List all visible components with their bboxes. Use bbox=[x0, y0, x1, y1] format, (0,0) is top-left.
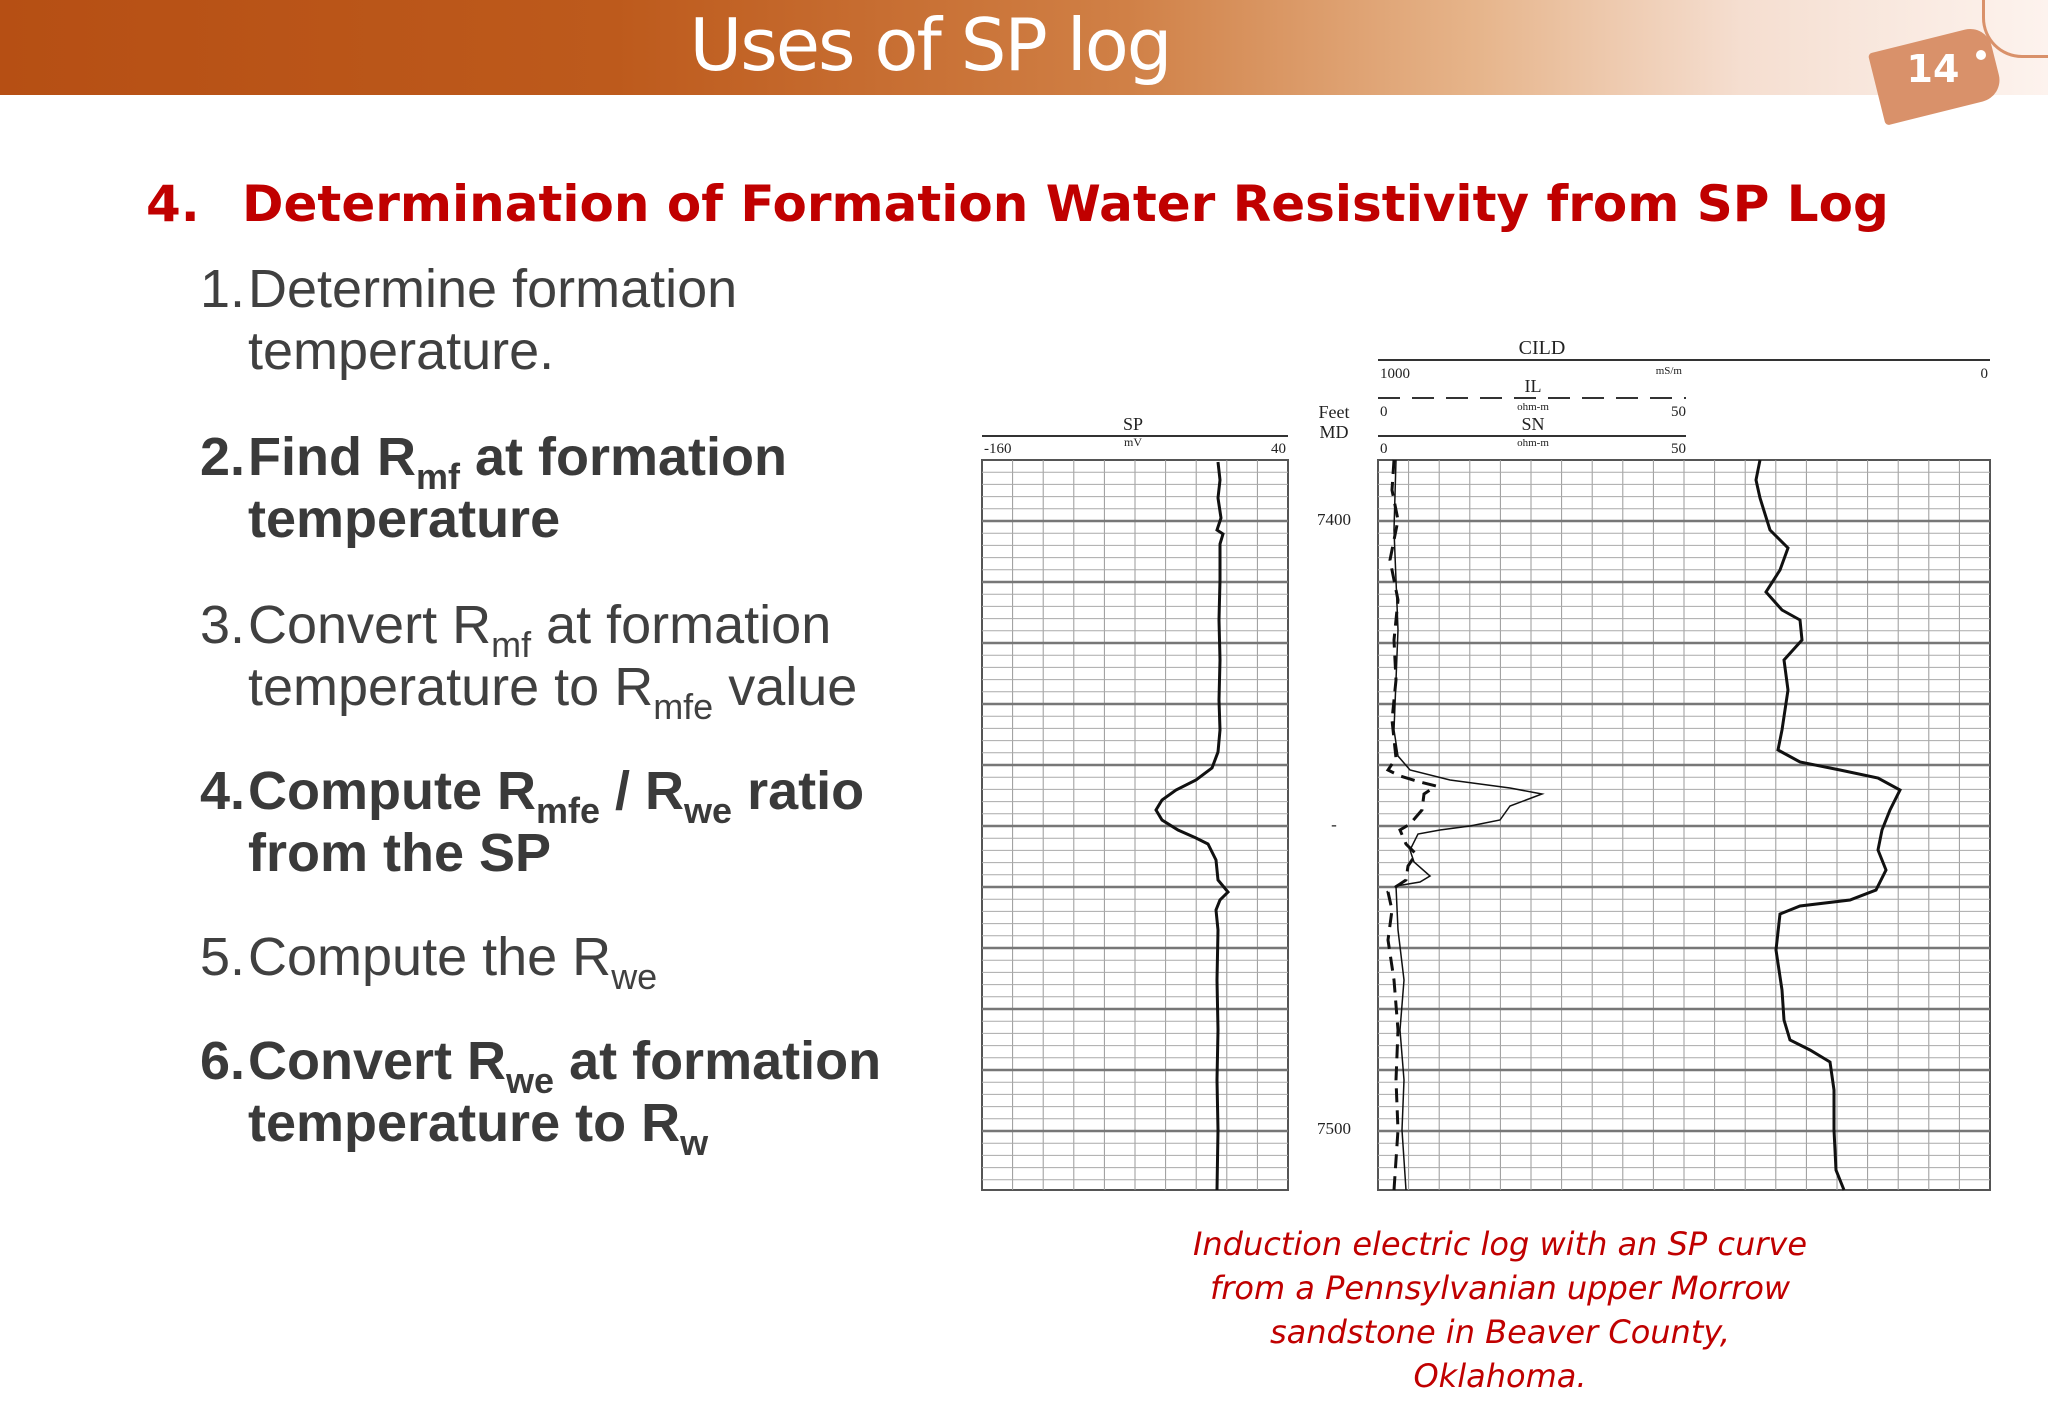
depth-label-feet: Feet bbox=[1318, 402, 1350, 422]
sn-scale-right: 50 bbox=[1671, 441, 1686, 457]
step-number: 6. bbox=[200, 1031, 246, 1091]
caption-line: sandstone in Beaver County, Oklahoma. bbox=[1269, 1313, 1730, 1395]
depth-top: 7400 bbox=[1317, 510, 1351, 529]
step-6 bbox=[200, 1030, 960, 1163]
step-text: value bbox=[713, 657, 858, 717]
step-3 bbox=[200, 594, 960, 727]
step-text: Compute the R bbox=[248, 927, 612, 987]
sp-scale-right: 40 bbox=[1271, 441, 1286, 457]
subscript: mfe bbox=[653, 686, 714, 727]
cild-label: CILD bbox=[1518, 337, 1566, 359]
il-scale-right: 50 bbox=[1671, 404, 1686, 420]
subscript: mf bbox=[415, 456, 460, 497]
section-title: Determination of Formation Water Resistivity from SP Log bbox=[242, 175, 1889, 233]
step-number: 1. bbox=[200, 259, 246, 319]
figure-caption bbox=[1180, 1222, 1820, 1398]
cild-unit: mS/m bbox=[1655, 365, 1682, 377]
depth-label-md: MD bbox=[1319, 422, 1349, 442]
cild-scale-left: 1000 bbox=[1380, 366, 1410, 382]
step-text: / R bbox=[600, 761, 685, 821]
step-5 bbox=[200, 926, 960, 997]
il-unit: ohm-m bbox=[1517, 401, 1549, 413]
page-number: 14 bbox=[1906, 47, 1960, 91]
step-text-cont bbox=[200, 656, 960, 727]
subscript: we bbox=[684, 790, 733, 831]
step-text-cont: temperature bbox=[248, 489, 561, 549]
step-text: Convert R bbox=[248, 595, 492, 655]
subscript: mf bbox=[491, 624, 532, 665]
depth-bottom: 7500 bbox=[1317, 1119, 1351, 1138]
step-text-cont: from the SP bbox=[248, 823, 552, 883]
step-text: Convert R bbox=[248, 1031, 507, 1091]
caption-line: from a Pennsylvanian upper Morrow bbox=[1209, 1269, 1791, 1307]
subscript: mfe bbox=[535, 790, 601, 831]
step-number: 3. bbox=[200, 595, 246, 655]
step-text-cont: temperature. bbox=[248, 321, 555, 381]
well-log-figure bbox=[970, 330, 2010, 1200]
step-text: at formation bbox=[459, 427, 787, 487]
step-1 bbox=[200, 258, 960, 382]
tag-hole bbox=[1976, 50, 1986, 60]
subscript: w bbox=[680, 1122, 709, 1163]
section-number: 4. bbox=[146, 175, 200, 233]
il-scale-left: 0 bbox=[1380, 404, 1388, 420]
step-number: 4. bbox=[200, 761, 246, 821]
step-text: Find R bbox=[248, 427, 416, 487]
sp-unit: mV bbox=[1124, 435, 1142, 449]
step-text: Determine formation bbox=[248, 259, 738, 319]
sn-unit: ohm-m bbox=[1517, 437, 1549, 449]
step-text-cont bbox=[200, 1092, 960, 1163]
step-number: 2. bbox=[200, 427, 246, 487]
step-4 bbox=[200, 760, 960, 884]
cild-scale-right: 0 bbox=[1980, 366, 1988, 382]
step-text: temperature to R bbox=[248, 657, 654, 717]
step-text: at formation bbox=[554, 1031, 882, 1091]
step-2 bbox=[200, 426, 960, 550]
resistivity-track-grid bbox=[1378, 460, 1990, 1190]
step-text: Compute R bbox=[248, 761, 536, 821]
subscript: we bbox=[506, 1060, 555, 1101]
sp-track-grid bbox=[982, 460, 1288, 1190]
caption-line: Induction electric log with an SP curve bbox=[1192, 1225, 1808, 1263]
sn-scale-left: 0 bbox=[1380, 441, 1388, 457]
step-text: ratio bbox=[732, 761, 865, 821]
step-number: 5. bbox=[200, 927, 246, 987]
sp-scale-left: -160 bbox=[984, 441, 1012, 457]
sp-label: SP bbox=[1122, 414, 1144, 434]
il-label: IL bbox=[1524, 376, 1542, 396]
step-text: temperature to R bbox=[248, 1093, 681, 1153]
step-text: at formation bbox=[531, 595, 832, 655]
sn-label: SN bbox=[1521, 414, 1545, 434]
slide-title: Uses of SP log bbox=[689, 3, 1171, 87]
section-heading bbox=[146, 172, 1889, 236]
subscript: we bbox=[611, 956, 658, 997]
depth-mid: - bbox=[1331, 815, 1337, 834]
